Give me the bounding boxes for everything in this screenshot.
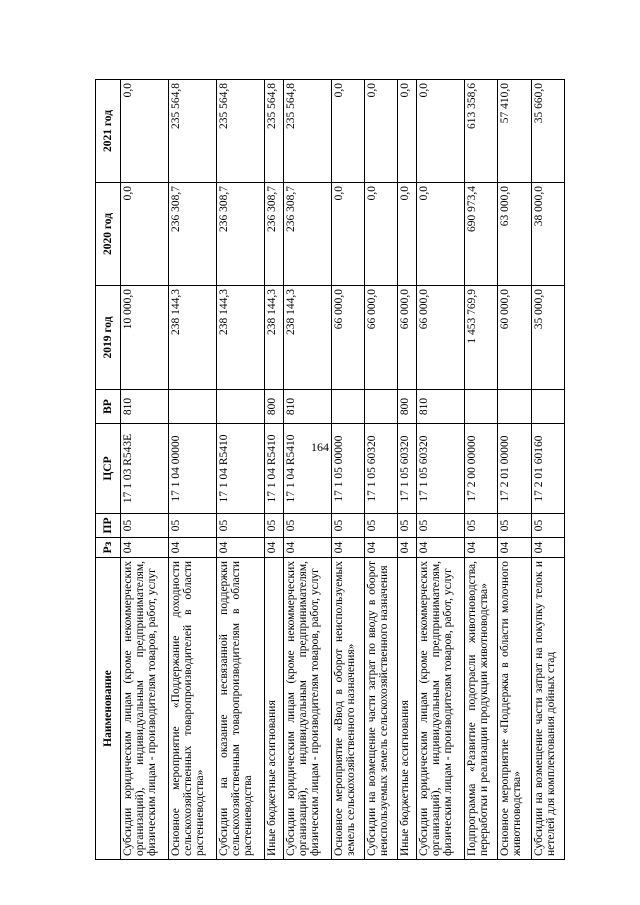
- row-2021: 0,0: [121, 80, 169, 183]
- row-pr: 05: [169, 514, 217, 538]
- row-2019: 66 000,0: [365, 286, 398, 390]
- row-pr: 05: [331, 514, 364, 538]
- row-2020: 236 308,7: [169, 183, 217, 286]
- row-pr: 05: [465, 514, 498, 538]
- row-rz: 04: [531, 538, 564, 558]
- row-2019: 238 144,3: [217, 286, 265, 390]
- row-2020: 38 000,0: [531, 183, 564, 286]
- row-2021: 235 564,8: [283, 80, 331, 183]
- row-rz: 04: [217, 538, 265, 558]
- row-2020: 63 000,0: [498, 183, 531, 286]
- row-rz: 04: [265, 538, 284, 558]
- header-2019: 2019 год: [96, 286, 121, 390]
- row-2020: 236 308,7: [265, 183, 284, 286]
- table-row: [531, 80, 564, 860]
- row-2021: 35 660,0: [531, 80, 564, 183]
- table-row: [365, 80, 398, 860]
- row-2020: 0,0: [416, 183, 464, 286]
- row-2021: 0,0: [398, 80, 417, 183]
- row-vr: [169, 390, 217, 424]
- row-name: Субсидии на оказание несвязанной поддержки сельскохозяйственным товаропроизводителям в области растениеводства: [217, 558, 265, 860]
- table-row: [498, 80, 531, 860]
- table-row: [398, 80, 417, 860]
- row-vr: 800: [398, 390, 417, 424]
- budget-table: [95, 79, 565, 860]
- row-2021: 0,0: [331, 80, 364, 183]
- table-header-row: [96, 80, 121, 860]
- row-name: Основное мероприятие «Поддержка в области молочного животноводства»: [498, 558, 531, 860]
- row-2020: 0,0: [121, 183, 169, 286]
- header-pr: ПР: [96, 514, 121, 538]
- row-pr: 05: [531, 514, 564, 538]
- header-vr: ВР: [96, 390, 121, 424]
- table-row: [465, 80, 498, 860]
- row-2021: 0,0: [416, 80, 464, 183]
- row-vr: [531, 390, 564, 424]
- row-name: Субсидии на возмещение части затрат по вводу в оборот неиспользуемых земель сельскохозяйственного назначения: [365, 558, 398, 860]
- table-row: [331, 80, 364, 860]
- row-csr: 17 2 01 00000: [498, 424, 531, 514]
- row-rz: 04: [283, 538, 331, 558]
- row-2019: 238 144,3: [169, 286, 217, 390]
- row-2019: 10 000,0: [121, 286, 169, 390]
- row-pr: 05: [217, 514, 265, 538]
- row-csr: 17 1 04 R5410: [265, 424, 284, 514]
- row-2021: 235 564,8: [265, 80, 284, 183]
- row-rz: 04: [416, 538, 464, 558]
- row-2020: 0,0: [365, 183, 398, 286]
- row-2020: 236 308,7: [217, 183, 265, 286]
- row-pr: 05: [121, 514, 169, 538]
- row-name: Подпрограмма «Развитие подотрасли животноводства, переработки и реализации продукции животноводства»: [465, 558, 498, 860]
- row-2021: 613 358,6: [465, 80, 498, 183]
- header-csr: ЦСР: [96, 424, 121, 514]
- row-2019: 66 000,0: [398, 286, 417, 390]
- row-rz: 04: [465, 538, 498, 558]
- row-2020: 236 308,7: [283, 183, 331, 286]
- row-csr: 17 2 01 60160: [531, 424, 564, 514]
- page-number: 164: [311, 440, 329, 454]
- row-vr: 810: [416, 390, 464, 424]
- row-2021: 0,0: [365, 80, 398, 183]
- row-name: Субсидии на возмещение части затрат на покупку телок и нетелей для комплектования дойных стад: [531, 558, 564, 860]
- row-pr: 05: [398, 514, 417, 538]
- row-rz: 04: [169, 538, 217, 558]
- row-name: Субсидии юридическим лицам (кроме некоммерческих организаций), индивидуальным предпринимателям, физическим лицам - производителям товаров, работ, услуг: [416, 558, 464, 860]
- row-2019: 35 000,0: [531, 286, 564, 390]
- row-vr: [465, 390, 498, 424]
- row-2019: 66 000,0: [416, 286, 464, 390]
- row-csr: 17 1 05 60320: [416, 424, 464, 514]
- row-rz: 04: [398, 538, 417, 558]
- table-row: [169, 80, 217, 860]
- row-vr: [217, 390, 265, 424]
- row-2019: 238 144,3: [283, 286, 331, 390]
- row-rz: 04: [121, 538, 169, 558]
- row-2021: 57 410,0: [498, 80, 531, 183]
- table-row: [283, 80, 331, 860]
- row-2020: 0,0: [331, 183, 364, 286]
- row-name: Иные бюджетные ассигнования: [265, 558, 284, 860]
- row-name: Иные бюджетные ассигнования: [398, 558, 417, 860]
- row-pr: 05: [365, 514, 398, 538]
- table-row: [121, 80, 169, 860]
- row-csr: 17 1 04 R5410: [217, 424, 265, 514]
- table-row: [217, 80, 265, 860]
- row-csr: 17 1 05 60320: [398, 424, 417, 514]
- row-rz: 04: [498, 538, 531, 558]
- row-2019: 238 144,3: [265, 286, 284, 390]
- header-rz: Рз: [96, 538, 121, 558]
- row-2021: 235 564,8: [169, 80, 217, 183]
- header-2021: 2021 год: [96, 80, 121, 183]
- table-row: [265, 80, 284, 860]
- row-2019: 60 000,0: [498, 286, 531, 390]
- row-csr: 17 1 04 00000: [169, 424, 217, 514]
- row-pr: 05: [498, 514, 531, 538]
- row-2020: 690 973,4: [465, 183, 498, 286]
- row-name: Основное мероприятие «Ввод в оборот неиспользуемых земель сельскохозяйственного назначения»: [331, 558, 364, 860]
- row-vr: 800: [265, 390, 284, 424]
- header-2020: 2020 год: [96, 183, 121, 286]
- row-csr: 17 1 03 R543E: [121, 424, 169, 514]
- row-pr: 05: [265, 514, 284, 538]
- row-rz: 04: [331, 538, 364, 558]
- row-vr: [331, 390, 364, 424]
- row-vr: 810: [121, 390, 169, 424]
- row-csr: 17 1 05 60320: [365, 424, 398, 514]
- row-pr: 05: [283, 514, 331, 538]
- row-csr: 17 2 00 00000: [465, 424, 498, 514]
- row-csr: 17 1 05 00000: [331, 424, 364, 514]
- row-2020: 0,0: [398, 183, 417, 286]
- row-vr: [498, 390, 531, 424]
- row-rz: 04: [365, 538, 398, 558]
- row-2019: 66 000,0: [331, 286, 364, 390]
- row-2019: 1 453 769,9: [465, 286, 498, 390]
- row-name: Основное мероприятие «Поддержание доходности сельскохозяйственных товаропроизводителей в области растениеводства»: [169, 558, 217, 860]
- row-name: Субсидии юридическим лицам (кроме некоммерческих организаций), индивидуальным предпринимателям, физическим лицам - производителям товаров, работ, услуг: [121, 558, 169, 860]
- row-vr: [365, 390, 398, 424]
- table-row: [416, 80, 464, 860]
- row-2021: 235 564,8: [217, 80, 265, 183]
- row-name: Субсидии юридическим лицам (кроме некоммерческих организаций), индивидуальным предпринимателям, физическим лицам - производителям товаров, работ, услуг: [283, 558, 331, 860]
- rotated-table-container: [95, 80, 565, 860]
- row-vr: 810: [283, 390, 331, 424]
- row-csr: 17 1 04 R5410: [283, 424, 331, 514]
- row-pr: 05: [416, 514, 464, 538]
- header-name: Наименование: [96, 558, 121, 860]
